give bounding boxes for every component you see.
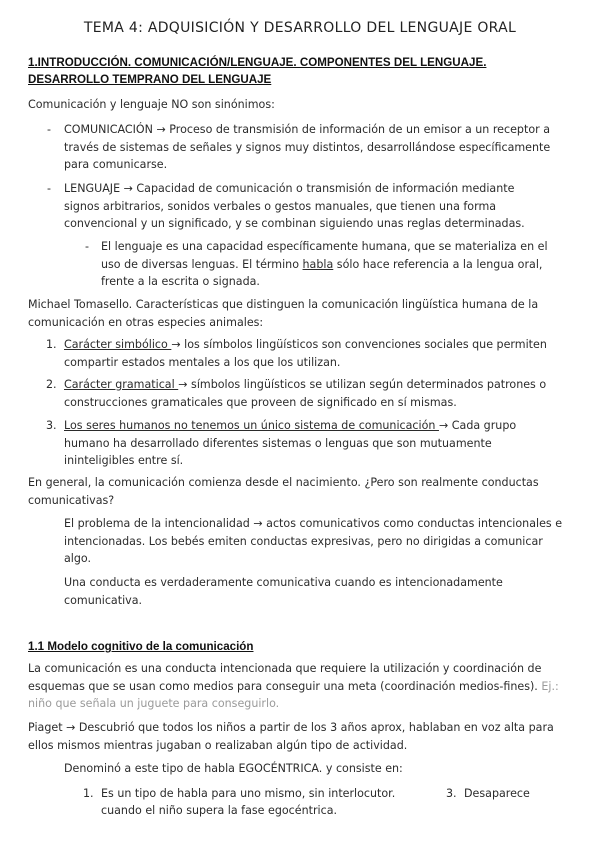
modelo-paragraph <box>28 660 576 713</box>
section-heading-line1: 1.INTRODUCCIÓN. COMUNICACIÓN/LENGUAJE. COMPONENTES DEL LENGUAJE. <box>28 56 487 69</box>
list-item-sistemas <box>64 417 564 470</box>
habla-term: habla <box>302 257 334 271</box>
list-item-text: → los símbolos lingüísticos son convenciones sociales que permiten compartir estados mentales a los que los utilizan. <box>64 338 547 369</box>
section-heading <box>28 54 573 88</box>
intro-paragraph: Comunicación y lenguaje NO son sinónimos: <box>28 98 275 111</box>
list-item-caracter-simbolico <box>64 336 564 371</box>
list-number: 1. <box>83 787 94 800</box>
list-item-text: → símbolos lingüísticos se utilizan según determinados patrones o construcciones gramaticales que proveen de significado en sí mismas. <box>64 378 547 409</box>
list-number: 3. <box>446 787 457 800</box>
tomasello-paragraph: Michael Tomasello. Características que distinguen la comunicación lingüística humana de la comunicación en otras especies animales: <box>28 298 539 329</box>
sub-bullet-dash: - <box>85 240 90 253</box>
sub-bullet-text-before: El lenguaje es una capacidad específicamente humana, que se materializa en el uso de diversas lenguas. El término <box>101 240 548 271</box>
habla-item-3-head: Desaparece <box>464 787 530 800</box>
habla-item-3-tail: cuando el niño supera la fase egocéntrica. <box>101 804 338 817</box>
general-paragraph: En general, la comunicación comienza desde el nacimiento. ¿Pero son realmente conductas comunicativas? <box>28 476 539 507</box>
modelo-text: La comunicación es una conducta intencionada que requiere la utilización y coordinación de esquemas que se usan como medios para conseguir una meta (coordinación medios-fines). <box>28 662 542 693</box>
bullet-lenguaje: LENGUAJE → Capacidad de comunicación o transmisión de información mediante signos arbitrarios, sonidos verbales o gestos manuales, que tienen una forma convencional y un significado, y se combinan siguiendo unas reglas determinadas. <box>64 182 525 230</box>
habla-item-1 <box>101 785 431 803</box>
sub-bullet-text-after: sólo hace referencia a la lengua oral, frente a la escrita o signada. <box>101 257 543 288</box>
list-item-caracter-gramatical <box>64 376 564 411</box>
list-number: 3. <box>46 419 57 432</box>
sub-bullet-habla <box>101 238 559 291</box>
list-number: 1. <box>46 338 57 351</box>
intencionalidad-paragraph: El problema de la intencionalidad → actos comunicativos como conductas intencionales e intencionadas. Los bebés emiten conductas expresivas, pero no dirigidas a comunicar algo. <box>64 517 563 565</box>
egocentrica-paragraph: Denominó a este tipo de habla EGOCÉNTRICA. y consiste en: <box>64 762 403 775</box>
subsection-heading: 1.1 Modelo cognitivo de la comunicación <box>28 640 254 653</box>
list-item-term: Carácter gramatical <box>64 378 179 391</box>
conducta-paragraph: Una conducta es verdaderamente comunicativa cuando es intencionadamente comunicativa. <box>64 576 503 607</box>
list-item-term: Carácter simbólico <box>64 338 172 351</box>
bullet-dash: - <box>47 123 52 136</box>
list-item-term: Los seres humanos no tenemos un único sistema de comunicación <box>64 419 439 432</box>
bullet-dash: - <box>47 182 52 195</box>
section-heading-line2: DESARROLLO TEMPRANO DEL LENGUAJE <box>28 73 272 86</box>
list-item-text: → Cada grupo humano ha desarrollado diferentes sistemas o lenguas que son mutuamente ininteligibles entre sí. <box>64 419 517 467</box>
modelo-example: Ej.: niño que señala un juguete para conseguirlo. <box>28 679 559 710</box>
bullet-comunicacion: COMUNICACIÓN → Proceso de transmisión de información de un emisor a un receptor a través de sistemas de señales y signos muy distintos, desarrollándose específicamente para comunicarse. <box>64 123 551 171</box>
piaget-paragraph: Piaget → Descubrió que todos los niños a partir de los 3 años aprox, hablaban en voz alta para ellos mismos mientras jugaban o realizaban algún tipo de actividad. <box>28 721 554 752</box>
habla-item-1-text: Es un tipo de habla para uno mismo, sin interlocutor. <box>101 787 396 800</box>
list-number: 2. <box>46 378 57 391</box>
document-title: TEMA 4: ADQUISICIÓN Y DESARROLLO DEL LENGUAJE ORAL <box>83 20 517 36</box>
